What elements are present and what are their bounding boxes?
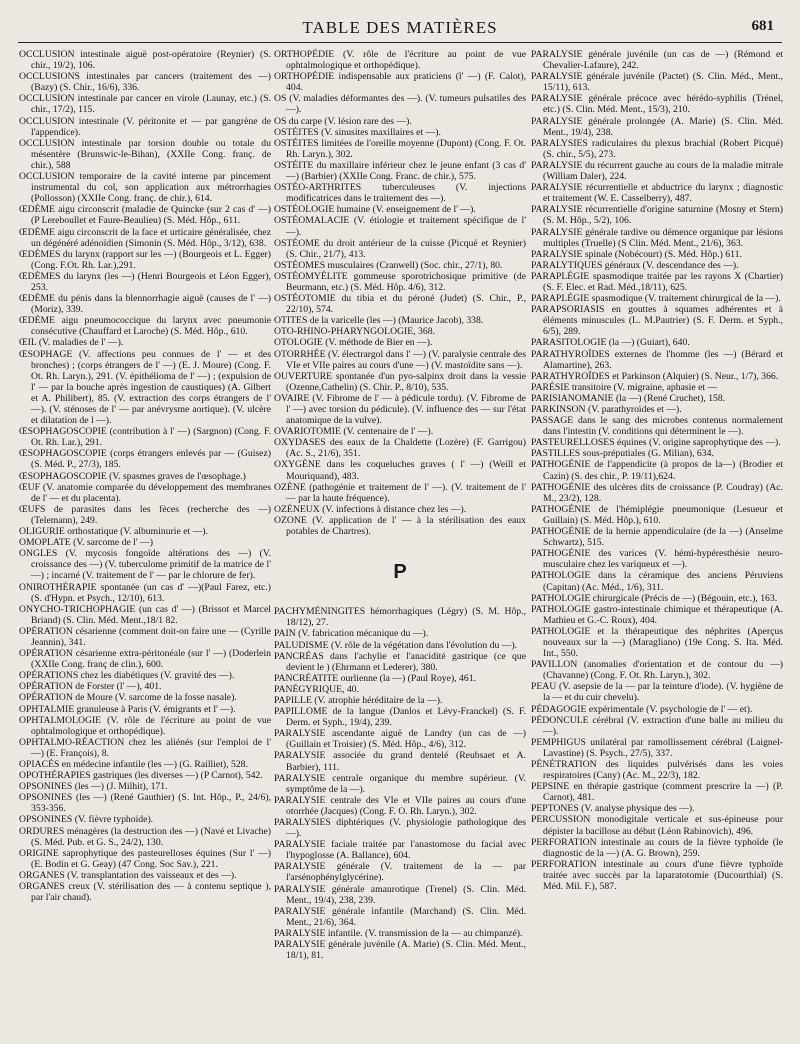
header-divider: [18, 42, 782, 43]
index-entry: OCCLUSIONS intestinales par cancers (traitement des —) (Bazy) (S. Chir., 16/6), 336.: [19, 71, 271, 94]
index-entry: PATHOLOGIE dans la céramique des anciens Péruviens (Capitan) (Ac. Méd., 1/6), 311.: [531, 570, 783, 593]
index-entry: PARALYSIE spinale (Nobécourt) (S. Méd. Hôp.) 611.: [531, 248, 742, 260]
index-entry: PÉDAGOGIE expérimentale (V. psychologie de l' — et).: [531, 703, 753, 715]
index-entry: PARALYSIE générale juvénile (un cas de —) (Rémond et Chevalier-Lafaure), 242.: [531, 49, 783, 72]
index-entry: OUVERTURE spontanée d'un pyo-salpinx droit dans la vessie (Ozenne,Cathelin) (S. Chir. P., 8/10), 535.: [274, 370, 526, 393]
index-entry: PARÉSIE transitoire (V. migraine, aphasie et —: [531, 381, 718, 393]
index-entry: PATHOLOGIE gastro-intestinale chimique et thérapeutique (A. Mathieu et G.-C. Roux), 404.: [531, 603, 783, 626]
index-entry: PARAPLÉGIE spasmodique (V. traitement chirurgical de la —).: [531, 293, 781, 305]
index-entry: PARALYSIES radiculaires du plexus brachial (Robert Picqué) (S. chir., 5/5), 273.: [531, 137, 783, 160]
index-entry: OLIGURIE orthostatique (V. albuminurie et —).: [19, 526, 208, 538]
index-entry: PARALYSIE générale infantile (Marchand) (S. Clin. Méd. Ment., 21/6), 364.: [274, 905, 526, 928]
page-number: 681: [751, 18, 774, 34]
index-entry: PÉDONCULE cérébral (V. extraction d'une balle au milieu du —).: [531, 714, 783, 737]
index-entry: OPHTALMIE granuleuse à Paris (V. émigrants et l' —).: [19, 703, 236, 715]
index-entry: PARALYSIE récurrentielle et abductrice du larynx ; diagnostic et traitement (W. E. Casselberry), 487.: [531, 182, 783, 205]
index-entry: PARAPSORIASIS en gouttes à squames adhérentes et à éléments minuscules (L. M.Pautrier) (S. F. Derm. et Syph., 6/5), 289.: [531, 304, 783, 338]
index-entry: OPSONINES (les —) (J. Milhit), 171.: [19, 781, 168, 793]
index-entry: OSTÉITE du maxillaire inférieur chez le jeune enfant (3 cas d' —) (Barbier) (XXIIe Cong. Franc. de chir.), 575.: [274, 159, 526, 183]
index-entry: PARALYSIE centrale organique du membre supérieur. (V. symptôme de la —).: [274, 772, 526, 795]
index-entry: ORGANES (V. transplantation des vaisseaux et des —).: [19, 869, 237, 881]
index-entry: PAVILLON (anomalies d'orientation et de contour du —) (Chavanne) (Cong. F. Ot. Rh. Laryn.), 302.: [531, 659, 783, 682]
index-entry: OMOPLATE (V. sarcome de l' —): [19, 537, 153, 549]
index-entry: PARALYSIE générale (V. traitement de la — par l'arsénophénylglycérine).: [274, 861, 526, 884]
index-entry: ŒSOPHAGOSCOPIE (corps étrangers enlevés par — (Guisez) (S. Méd. P., 27/3), 185.: [19, 448, 271, 471]
index-column-2: [274, 49, 526, 961]
index-entry: PERFORATION intestinale au cours de la fièvre typhoïde (le diagnostic de la —) (A. G. Brown), 259.: [531, 836, 783, 859]
index-entry: ŒSOPHAGE (V. affections peu connues de l' — et des bronches) ; (corps étrangers de l' —) (E. J. Moure) (Cong. F. Ot. Rh. Laryn.), 291. (V. épithélioma de l' —) ; (expulsion de l' — par la bouche après ingestion de caustiques) (A. Gilbert et A. Philibert), 85. (V. extraction des corps étrangers de l' —). (V. sténoses de l' — par anévrysme aortique). (V. ulcère et dilatation de l —).: [19, 348, 271, 427]
index-entry: PACHYMÉNINGITES hémorrhagiques (Légry) (S. M. Hôp., 18/12), 27.: [274, 606, 526, 629]
index-entry: PATHOGÉNIE de l'appendicite (à propos de la—) (Brodier et Cazin) (S. des chir., P. 19/11),624.: [531, 459, 783, 482]
index-entry: PARALYTIQUES généraux (V. descendance des —).: [531, 259, 739, 271]
index-entry: OVARIOTOMIE (V. centenaire de l' —).: [274, 426, 434, 438]
index-entry: PASSAGE dans le sang des microbes contenus normalement dans l'intestin (V. conditions qui déterminent le —).: [531, 415, 783, 438]
index-entry: ŒDÈMES du larynx (les —) (Henri Bourgeois et Léon Egger), 253.: [19, 270, 271, 293]
index-entry: OCCLUSION intestinale aiguë post-opératoire (Reynier) (S. chir., 19/2), 106.: [19, 49, 271, 72]
index-entry: PARKINSON (V. parathyroïdes et —).: [531, 404, 682, 415]
index-entry: PASTEURELLOSES équines (V. origine saprophytique des —).: [531, 437, 781, 449]
index-entry: PARALYSIE associée du grand dentelé (Reubsaet et A. Barbier), 111.: [274, 750, 526, 773]
index-entry: OXYGÈNE dans les coqueluches graves ( l' —) (Weill et Mouriquand), 483.: [274, 459, 526, 482]
index-entry: ŒSOPHAGOSCOPIE (V. spasmes graves de l'œsophage.): [19, 470, 246, 482]
index-entry: ŒUFS de parasites dans les fèces (recherche des —) (Telemann), 249.: [19, 503, 271, 526]
index-entry: PANCRÉAS dans l'achylie et l'anacidité gastrique (ce que devient le ) (Ehrmann et Lederer), 380.: [274, 650, 526, 673]
index-entry: PEMPHIGUS unilatéral par ramollissement cérébral (Laignel-Lavastine) (S. Psych., 27/5), 337.: [531, 736, 783, 759]
index-entry: ŒDÈMES du larynx (rapport sur les —) (Bourgeois et L. Egger)(Cong. F.Ot. Rh. Lar.),291.: [19, 248, 271, 271]
index-column-3: [531, 49, 783, 892]
index-entry: PATHOGÉNIE des ulcères dits de croissance (P. Coudray) (Ac. M., 23/2), 128.: [531, 481, 783, 504]
index-entry: OZONE (V. application de l' — à la stérilisation des eaux potables de Chartres).: [274, 514, 526, 538]
index-entry: ONYCHO-TRICHOPHAGIE (un cas d' —) (Brissot et Marcel Briand) (S. Clin. Méd. Ment.,18/1 82.: [19, 603, 271, 626]
index-entry: ŒIL (V. maladies de l' —).: [19, 337, 124, 349]
index-entry: PEAU (V. asepsie de la — par la teinture d'iode). (V. hygiène de la — et du cuir chevelu).: [531, 681, 783, 704]
index-entry: ORIGINE saprophytique des pasteurelloses équines (Sur l' —) (E. Bodin et G. Geay) (47 Cong. Soc Sav.), 221.: [19, 847, 271, 870]
index-entry: PEPTONES (V. analyse physique des —).: [531, 803, 695, 815]
index-entry: PERFORATION intestinale au cours d'une fièvre typhoïde traitée avec succès par la laparatotomie (Ducourthial) (S. Méd. Mil. F.), 587.: [531, 858, 783, 893]
index-entry: OS (V. maladies déformantes des —). (V. tumeurs pulsatiles des —).: [274, 93, 526, 116]
index-entry: OSTÉOMALACIE (V. étiologie et traitement spécifique de l' —).: [274, 215, 526, 238]
index-entry: OPÉRATION césarienne extra-péritonéale (sur l' —) (Doderlein (XXIIe Cong. franç de clin.), 600.: [19, 648, 271, 671]
index-entry: OZÈNE (pathogénie et traitement de l' —). (V. traitement de l' — par la haute fréquence).: [274, 481, 526, 504]
index-entry: OS du carpe (V. lésion rare des —).: [274, 115, 412, 127]
index-entry: PARALYSIE infantile. (V. transmission de la — au chimpanzé).: [274, 927, 523, 939]
index-entry: PARAPLÉGIE spasmodique traitée par les rayons X (Chartier) (S. F. Elec. et Rad. Méd.,18/11), 625.: [531, 270, 783, 293]
index-entry: PARALYSIE générale précoce avec hérédo-syphilis (Trénel, etc.) (S. Clin. Méd. Ment., 15/3), 210.: [531, 93, 783, 116]
index-entry: OSTÉOTOMIE du tibia et du péroné (Judet) (S. Chir., P., 22/10), 574.: [274, 293, 526, 316]
index-entry: OXYDASES des eaux de la Chaldette (Lozère) (F. Garrigou) (Ac. S., 21/6), 351.: [274, 437, 526, 460]
index-entry: OSTÉITES (V. sinusites maxillaires et —).: [274, 126, 441, 138]
index-entry: PARALYSIE ascendante aiguë de Landry (un cas de —) (Guillain et Troisier) (S. Méd. Hôp., 4/6), 312.: [274, 728, 526, 751]
index-entry: OPHTALMOLOGIE (V. rôle de l'écriture au point de vue ophtalmologique et orthopédique).: [19, 714, 271, 737]
index-entry: PATHOLOGIE et la thérapeutique des néphrites (Aperçus nouveaux sur la —) (Maragliano) (19e Cong. S. Ita. Méd. Int., 550.: [531, 625, 783, 660]
index-entry: PARALYSIE récurrentielle d'origine saturnine (Mosny et Stern) (S. M. Hôp., 5/2), 106.: [531, 204, 783, 227]
index-entry: PAPILLE (V. atrophie héréditaire de la —).: [274, 694, 443, 706]
index-entry: OZÉNEUX (V. infections à distance chez les —).: [274, 503, 467, 515]
index-entry: PALUDISME (V. rôle de la végétation dans l'évolution du —).: [274, 639, 518, 651]
index-entry: OSTÉITES limitées de l'oreille moyenne (Dupont) (Cong. F. Ot. Rh. Laryn.), 302.: [274, 137, 526, 160]
index-entry: OCCLUSION intestinale par torsion double ou totale du mésentère (Brunswic-le-Bihan), (XXIIe Cong. franç. de chir.), 588: [19, 137, 271, 171]
index-entry: PARALYSIE générale tardive ou démence organique par lésions multiples (Truelle) (S Clin. Méd. Ment., 21/6), 363.: [531, 226, 783, 249]
index-entry: OSTÉO-ARTHRITES tuberculeuses (V. injections modificatrices dans le traitement des —).: [274, 182, 526, 205]
index-entry: OPSONINES (les —) (René Gauthier) (S. Int. Hôp., P., 24/6), 353-356.: [19, 792, 271, 815]
index-entry: OTITES de la varicelle (les —) (Maurice Jacob), 338.: [274, 315, 484, 327]
index-entry: ŒDÈME du pénis dans la blennorrhagie aiguë (causes de l' —) (Moriz), 339.: [19, 293, 271, 316]
index-entry: PANCRÉATITE ourlienne (la —) (Paul Roye), 461.: [274, 672, 476, 684]
index-entry: OPÉRATIONS chez les diabétiques (V. gravité des —).: [19, 670, 235, 682]
index-entry: ŒDÈME aigu circonscrit (maladie de Quincke (sur 2 cas d' —) (P Lereboullet et Faure-Beaulieu) (S. Méd. Hôp., 611.: [19, 204, 271, 227]
index-entry: OSTÉOMYÉLITE gommeuse sporotrichosique primitive (de Beurmann, etc.) (S. Méd. Hôp. 4/6), 312.: [274, 270, 526, 293]
index-entry: PAIN (V. fabrication mécanique du —).: [274, 628, 429, 640]
index-entry: ŒSOPHAGOSCOPIE (contribution à l' —) (Sargnon) (Cong. F. Ot. Rh. Lar.), 291.: [19, 426, 271, 449]
index-entry: ONGLES (V. mycosis fongoïde altérations des —) (V. croissance des —) (V. tuberculome primitif de la matrice de l' —) ; incarné (V. traitement de l' — par le chlorure de fer).: [19, 548, 271, 582]
index-entry: PARASITOLOGIE (la —) (Guiart), 640.: [531, 337, 690, 349]
section-letter-heading: P: [393, 561, 407, 584]
index-entry: OCCLUSION intestinale (V. péritonite et — par gangrène de l'appendice).: [19, 115, 271, 138]
index-entry: OCCLUSION intestinale par cancer en virole (Launay, etc.) (S. chir., 17/2), 115.: [19, 93, 271, 116]
index-entry: PARALYSIE centrale des VIe et VIIe paires au cours d'une otorrhée (Jacques) (Cong. F. O. Rh. Laryn.), 302.: [274, 794, 526, 817]
index-entry: PASTILLES sous-préputiales (G. Milian), 634.: [531, 448, 714, 460]
index-entry: OCCLUSION temporaire de la cavité interne par pincement instrumental du col, son application aux métrorrhagies (Pollosson) (XXIIe Cong. franç. de chir.), 614.: [19, 171, 271, 205]
index-entry: ORTHOPÉDIE (V. rôle de l'écriture au point de vue ophtalmologique et orthopédique).: [274, 49, 526, 72]
index-entry: OPÉRATION césarienne (comment doit-on faire une — (Cyrille Jeannin), 341.: [19, 625, 271, 648]
index-entry: OTO-RHINO-PHARYNGOLOGIE, 368.: [274, 326, 436, 338]
index-entry: OVAIRE (V. Fibrome de l' — à pédicule tordu). (V. Fibrome de l' —) avec torsion du pédicule). (V. influence des — sur l'état anatomique de la vulve).: [274, 392, 526, 427]
page-header: [0, 14, 800, 44]
index-entry: ORDURES ménagères (la destruction des —) (Navé et Livache) (S. Méd. Pub. et G. S., 24/2), 130.: [19, 825, 271, 848]
index-entry: PARALYSIES diphtériques (V. physiologie pathologique des —).: [274, 817, 526, 840]
index-entry: ŒDÈME aigu circonscrit de la face et urticaire généralisée, chez un dégénéré adénoïdien (Simonin (S. Méd. Hôp., 3/12), 638.: [19, 226, 271, 249]
index-entry: PATHOLOGIE chirurgicale (Précis de —) (Bégouin, etc.), 163.: [531, 592, 778, 604]
index-entry: OPIACÉS en médecine infantile (les —) (G. Railliet), 528.: [19, 759, 248, 770]
index-entry: OPÉRATION de Forster (l' —), 401.: [19, 681, 162, 693]
index-column-1: [19, 49, 271, 903]
index-entry: ORGANES creux (V. stérilisation des — à contenu septique ), par l'air chaud).: [19, 881, 271, 904]
index-entry: OPHTALMO-RÉACTION chez les aliénés (sur l'emploi de l' —) (E. François), 8.: [19, 736, 271, 759]
index-entry: ŒUF (V. anatomie comparée du développement des membranes de l' — et du placenta).: [19, 481, 271, 504]
index-entry: PATHOGÉNIE de l'hémiplégie pneumonique (Lesueur et Guillain) (S. Méd. Hôp.), 610.: [531, 503, 783, 526]
index-entry: ONIROTHÉRAPIE spontanée (un cas d' —)(Paul Farez, etc.) (S. d'Hypn. et Psych., 12/10), 613.: [19, 581, 271, 604]
index-entry: OPSONINES (V. fièvre typhoïde).: [19, 814, 154, 826]
page-title: TABLE DES MATIÈRES: [302, 18, 498, 37]
index-entry: OSTÉOMES musculaires (Cranwell) (Soc. chir., 27/1), 80.: [274, 259, 503, 271]
index-entry: OPOTHÉRAPIES gastriques (les diverses —) (P Carnot), 542.: [19, 770, 263, 782]
index-entry: OPÉRATION de Moure (V. sarcome de la fosse nasale).: [19, 692, 237, 704]
index-entry: PATHOGÉNIE des varices (V. hémi-hypéresthésie neuro-musculaire chez les variqueux et —).: [531, 548, 783, 571]
index-entry: ORTHOPÉDIE indispensable aux praticiens (l' —) (F. Calot), 404.: [274, 71, 526, 94]
index-entry: PAPILLOME de la langue (Danlos et Lévy-Franckel) (S. F. Derm. et Syph., 19/4), 239.: [274, 706, 526, 729]
index-entry: PEPSINE en thérapie gastrique (comment prescrire la —) (P. Carnot), 481.: [531, 781, 783, 804]
index-entry: OTORRHÉE (V. électrargol dans l' —) (V. paralysie centrale des VIe et VIIe paires au cours d'une —) (V. mastoïdite sans —).: [274, 348, 526, 371]
index-entry: PARISIANOMANIE (la —) (René Cruchet), 158.: [531, 392, 726, 404]
index-entry: OSTÉOLOGIE humaine (V. enseignement de l' —).: [274, 204, 476, 216]
index-entry: PARALYSIE faciale traitée par l'anastomose du facial avec l'hypoglosse (A. Ballance), 604.: [274, 839, 526, 862]
index-entry: PÉNÉTRATION des liquides pulvérisés dans les voies respiratoires (Cany) (Ac. M., 22/3), 182.: [531, 759, 783, 782]
index-entry: PARALYSIE générale juvénile (A. Marie) (S. Clin. Méd. Ment., 18/1), 81.: [274, 939, 526, 962]
index-entry: PATHOGÉNIE de la hernie appendiculaire (de la —) (Anselme Schwartz), 515.: [531, 526, 783, 549]
index-entry: OTOLOGIE (V. méthode de Bier en —).: [274, 337, 433, 349]
index-entry: PERCUSSION monodigitale verticale et sus-épineuse pour dépister la bacillose au début (Léon Rabinovich), 496.: [531, 814, 783, 837]
index-entry: PANÉGYRIQUE, 40.: [274, 683, 359, 695]
index-entry: OSTÉOME du droit antérieur de la cuisse (Picqué et Reynier) (S. Chir., 21/7), 413.: [274, 237, 526, 260]
index-entry: PARATHYROÏDES et Parkinson (Alquier) (S. Neur., 1/7), 366.: [531, 370, 779, 382]
index-entry: PARALYSIE du récurrent gauche au cours de la maladie mitrale (William Daler), 224.: [531, 159, 783, 183]
index-entry: PARALYSIE générale prolongée (A. Marie) (S. Clin. Méd. Ment., 19/4), 238.: [531, 115, 783, 138]
index-entry: PARATHYROÏDES externes de l'homme (les —) (Bérard et Alamartine), 263.: [531, 348, 783, 371]
index-entry: ŒDÈME aigu pneumococcique du larynx avec pneumonie consécutive (Chauffard et Laroche) (S. Méd. Hôp., 610.: [19, 315, 271, 338]
index-entry: PARALYSIE générale amaurotique (Trenel) (S. Clin. Méd. Ment., 19/4), 238, 239.: [274, 883, 526, 906]
index-entry: PARALYSIE générale juvénile (Pactet) (S. Clin. Méd., Ment., 15/11), 613.: [531, 71, 783, 94]
